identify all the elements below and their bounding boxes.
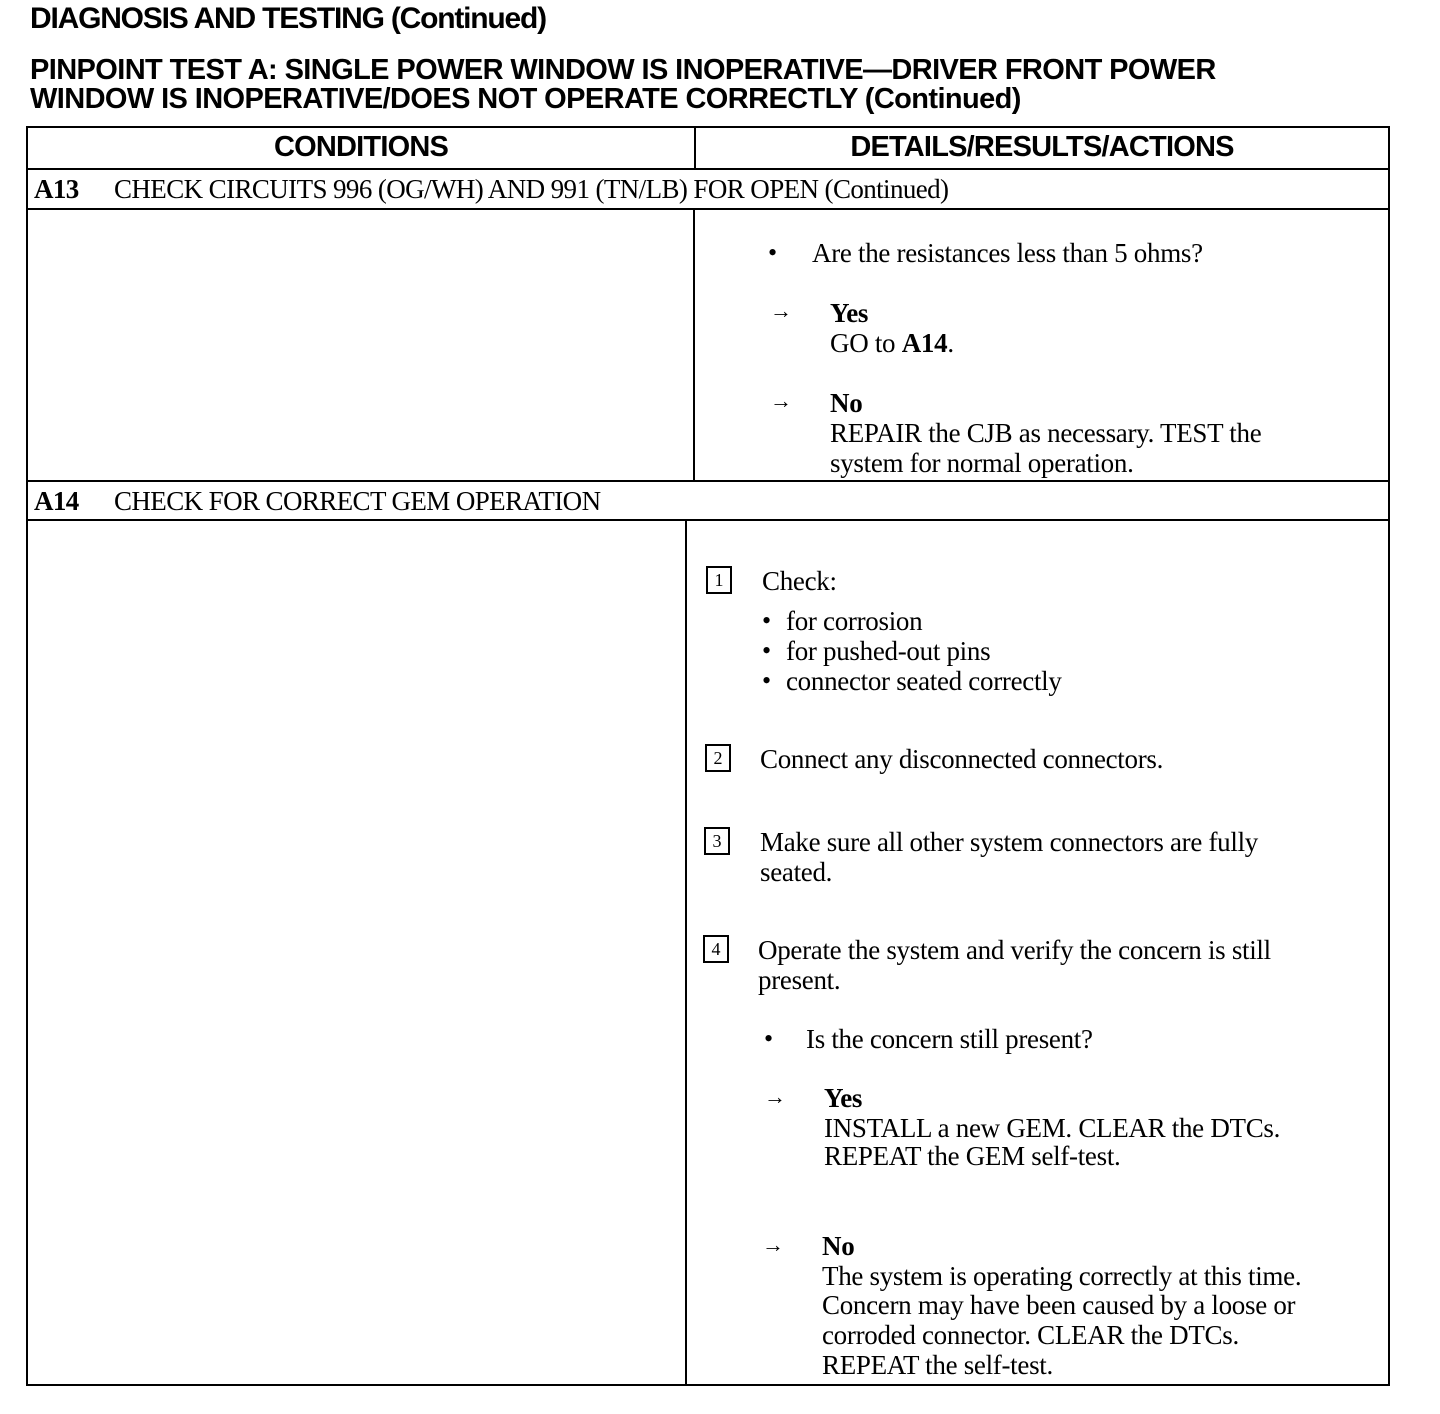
- a14-question: Is the concern still present?: [806, 1024, 1093, 1054]
- step-number-box: 1: [706, 566, 732, 594]
- column-header-conditions: CONDITIONS: [273, 131, 449, 163]
- step-number-box: 2: [705, 744, 731, 772]
- a14-yes-line-1: INSTALL a new GEM. CLEAR the DTCs.: [824, 1113, 1281, 1143]
- a14-step-4-line-1: Operate the system and verify the concern is still: [758, 935, 1271, 965]
- a13-no-action-line-2: system for normal operation.: [830, 448, 1134, 478]
- a14-step-2-text: Connect any disconnected connectors.: [760, 744, 1164, 774]
- bullet: •: [768, 238, 778, 267]
- a14-yes-line-2: REPEAT the GEM self-test.: [824, 1141, 1121, 1171]
- arrow-icon: →: [770, 298, 792, 323]
- a14-check-item: for corrosion: [786, 606, 923, 636]
- a14-step-1-text: Check:: [762, 566, 837, 596]
- step-number-box: 3: [704, 827, 730, 855]
- a13-yes-label: Yes: [830, 298, 869, 328]
- bullet: •: [764, 1024, 774, 1053]
- test-title-line-1: PINPOINT TEST A: SINGLE POWER WINDOW IS INOPERATIVE—DRIVER FRONT POWER: [30, 54, 1216, 86]
- step-header-a14: [34, 486, 600, 517]
- page-title: DIAGNOSIS AND TESTING (Continued): [30, 2, 546, 35]
- a13-yes-action-ref: A14: [901, 328, 948, 358]
- bullet: •: [762, 636, 772, 665]
- header-divider: [694, 128, 696, 170]
- column-header-details: DETAILS/RESULTS/ACTIONS: [850, 131, 1234, 163]
- a14-check-item: connector seated correctly: [786, 666, 1062, 696]
- a14-step-3-line-2: seated.: [760, 857, 833, 887]
- a14-column-divider: [685, 519, 687, 1386]
- a13-header-rule: [26, 208, 1390, 210]
- a13-question: Are the resistances less than 5 ohms?: [812, 238, 1203, 268]
- a13-yes-action-suffix: .: [947, 328, 954, 358]
- a14-no-line-1: The system is operating correctly at this time.: [822, 1261, 1302, 1291]
- step-id-a13: A13: [34, 174, 79, 204]
- a13-bottom-rule: [26, 480, 1390, 482]
- step-number-box: 4: [703, 935, 729, 963]
- a13-no-action-line-1: REPAIR the CJB as necessary. TEST the: [830, 418, 1262, 448]
- step-id-a14: A14: [34, 486, 79, 516]
- step-header-a13: [34, 174, 948, 205]
- a14-no-line-3: corroded connector. CLEAR the DTCs.: [822, 1320, 1239, 1350]
- a14-step-3-line-1: Make sure all other system connectors are fully: [760, 827, 1258, 857]
- a14-no-label: No: [822, 1231, 855, 1261]
- a14-step-4-line-2: present.: [758, 965, 841, 995]
- a13-yes-action: [830, 328, 954, 358]
- bullet: •: [762, 666, 772, 695]
- a13-no-label: No: [830, 388, 863, 418]
- a13-yes-action-prefix: GO to: [830, 328, 902, 358]
- test-title-line-2: WINDOW IS INOPERATIVE/DOES NOT OPERATE CORRECTLY (Continued): [30, 83, 1021, 115]
- arrow-icon: →: [770, 388, 792, 413]
- a14-yes-label: Yes: [824, 1083, 863, 1113]
- arrow-icon: →: [764, 1084, 786, 1109]
- header-bottom-rule: [26, 168, 1390, 170]
- pinpoint-test-title: [30, 56, 1390, 114]
- bullet: •: [762, 606, 772, 635]
- step-title-a13: CHECK CIRCUITS 996 (OG/WH) AND 991 (TN/LB) FOR OPEN (Continued): [114, 174, 949, 204]
- a14-header-rule: [26, 519, 1390, 521]
- a14-no-line-4: REPEAT the self-test.: [822, 1350, 1053, 1380]
- a14-check-item: for pushed-out pins: [786, 636, 991, 666]
- a14-no-line-2: Concern may have been caused by a loose or: [822, 1290, 1296, 1320]
- a13-column-divider: [693, 208, 695, 482]
- step-title-a14: CHECK FOR CORRECT GEM OPERATION: [114, 486, 601, 516]
- arrow-icon: →: [762, 1232, 784, 1257]
